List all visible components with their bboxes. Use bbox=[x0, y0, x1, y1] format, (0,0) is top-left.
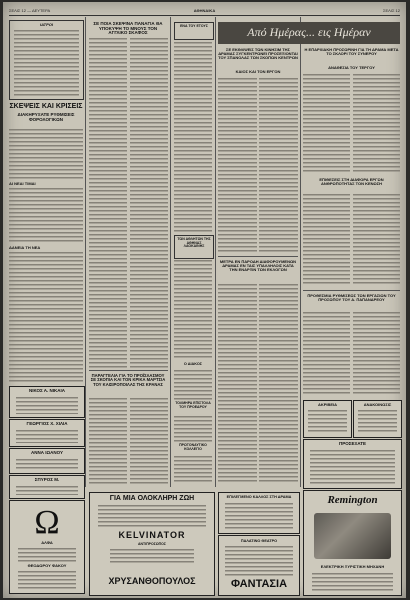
col3-text bbox=[174, 260, 212, 360]
col5-text-f bbox=[353, 312, 400, 396]
ad-nikos-title: ΝΙΚΟΣ Α. ΝΙΚΑΙΑ bbox=[28, 388, 66, 393]
column-rule bbox=[215, 17, 216, 487]
notice-announcement bbox=[353, 400, 402, 438]
ad-text bbox=[16, 430, 78, 443]
chrysanthopoulos-title: ΧΡΥΣΑΝΘΟΠΟΥΛΟΣ bbox=[108, 576, 196, 586]
col2-text-d bbox=[130, 398, 168, 484]
col5-text-d bbox=[353, 194, 400, 286]
column-rule bbox=[300, 17, 301, 487]
notice-attention-title: ΠΡΟΣΕΞΑΤΕ bbox=[339, 441, 366, 446]
omega-name: ΑΛΦΑ bbox=[41, 540, 53, 545]
hrule bbox=[303, 290, 400, 291]
col2-top-title: ΣΕ ΠΟΙΑ ΣΚΕΨΙΝΑ ΠΑΝΑΓΙΑ ΘΑ ΥΠΟΚΥΨΗ ΤΟ ΜΝΟΥΣ ΤΟΝ ΑΓΓΛΙΚΟ ΣΚΑΦΟΣ bbox=[93, 21, 163, 36]
ad-kelvinator bbox=[89, 492, 215, 596]
col1-text bbox=[9, 129, 83, 179]
col3-box-3-title: Ο ΔΙΑΚΟΣ bbox=[183, 362, 203, 366]
col3-text bbox=[174, 456, 212, 484]
col3-box-1 bbox=[174, 22, 214, 40]
col3-text bbox=[174, 42, 212, 232]
notice-accuracy-title: ΑΚΡΙΒΕΙΑ bbox=[317, 402, 338, 407]
col3-text bbox=[174, 370, 212, 400]
col4-top-title: ΣΕ ΕΚΘΛΙΨΕΙΣ ΤΩΝ ΚΙΝΗΣΙΜ ΤΗΣ ΔΡΑΜΑΣ ΣΥΓΚΕΝΤΡΩΝΕΙ ΠΡΟΣΕΞΙΟΝΤΑΙ ΤΟΥ ΣΠΑΝΟΛΑΣ ΤΩΝ ΣΚΟΠΩΝ ΚΕΝΤΡΩΝ bbox=[218, 47, 298, 61]
col3-box-4-title: ΤΟΛΜΗΡΑ ΕΠΙΣΤΟΛΑ ΤΟΥ ΠΡΟΕΔΡΟΥ bbox=[175, 401, 211, 409]
ad-remington bbox=[303, 490, 402, 596]
from-day-to-day-banner bbox=[218, 22, 400, 44]
col4-mid-title: ΜΕΤΡΑ ΕΝ ΠΑΡΟΔΗ ΔΙΑΦΟΡΟΥΜΕΝΩΝ ΔΡΑΜΑΣ ΕΝ ΤΑΙΣ ΥΠΑΛΛΗΛΟΙΣ ΚΑΤΑ ΤΗΝ ΕΝΑΡΞΙΝ ΤΩΝ ΕΚΛΟΓΩΝ bbox=[219, 259, 297, 273]
col5-text-e bbox=[303, 312, 350, 396]
remington-sub: ΕΛΕΚΤΡΙΚΗ ΞΥΡΙΣΤΙΚΗ ΜΗΧΑΝΗ bbox=[320, 564, 385, 569]
col5-low-title: ΠΡΟΘΕΣΜΙΑ ΡΥΘΜΙΣΕΩΣ ΤΩΝ ΕΡΓΑΣΙΩΝ ΤΟΥ ΠΡΟΣΩΠΟΥ ΤΟΥ Α. ΠΑΠΑΝΔΡΕΟΥ bbox=[307, 293, 396, 303]
ad-text bbox=[18, 548, 76, 562]
col5-mid-title: ΕΠΙΘΕΣΕΙΣ ΣΤΗ ΔΙΑΦΟΡΑ ΕΡΓΩΝ ΑΝΘΡΩΠΟΤΗΤΑΣ ΤΟΝ ΚΕΝΩΣΗ bbox=[319, 177, 384, 187]
ad-spyros-title: ΣΠΥΡΟΣ Μ. bbox=[34, 477, 60, 482]
notice-attention bbox=[303, 439, 402, 489]
col5-text-c bbox=[303, 194, 350, 286]
col4-text-b bbox=[259, 78, 298, 254]
ad-georgios bbox=[9, 419, 85, 447]
doctors-box-title: ΙΑΤΡΟΙ bbox=[40, 22, 53, 27]
ad-text bbox=[358, 410, 397, 434]
ad-text bbox=[225, 503, 293, 529]
ad-text bbox=[18, 571, 76, 589]
ad-text bbox=[98, 505, 206, 527]
ad-georgios-title: ΓΕΩΡΓΙΟΣ Χ. ΧΙΛΙΑ bbox=[26, 421, 68, 426]
col3-box-2-title: ΤΩΝ ΑΘΛΗΤΩΝ ΤΗΣ ΑΘΗΝΑΣ ΛΑΟΚΑΙΝΗΣ bbox=[177, 237, 211, 249]
ad-text bbox=[16, 486, 78, 495]
doctors-box-text bbox=[14, 30, 79, 96]
ad-text bbox=[16, 459, 78, 470]
col3-box-2 bbox=[174, 235, 214, 259]
omega-sub: ΘΕΟΔΩΡΟΥ ΦΑΚΟΥ bbox=[27, 563, 67, 568]
col4-text-c bbox=[218, 284, 257, 484]
hrule bbox=[89, 370, 168, 371]
col1-sub-title: ΔΙΑΚΗΡΥΞΑΤΕ ΡΥΘΜΙΣΕΙΣ ΦΟΡΟΛΟΓΙΚΩΝ bbox=[17, 112, 75, 122]
header-right: ΣΕΛΙΣ 12 bbox=[383, 8, 400, 13]
column-rule bbox=[85, 17, 86, 487]
col4-top-sub: ΚΑΙΟΣ ΚΑΙ ΤΟΝ ΕΡΓΟΝ bbox=[235, 69, 281, 74]
col5-top-sub: ΑΝΑΘΕΣΙΑ ΤΟΥ ΤΕΡΓΟΥ bbox=[328, 65, 375, 70]
col1-section-new-prices: ΑΙ ΝΕΑΙ ΤΙΜΑΙ bbox=[9, 181, 36, 186]
newspaper-page bbox=[3, 2, 406, 598]
ad-text bbox=[110, 549, 194, 563]
col1-main-title: ΣΚΕΨΕΙΣ ΚΑΙ ΚΡΙΣΕΙΣ bbox=[9, 103, 83, 110]
col4-text-d bbox=[259, 284, 298, 484]
ad-anna-title: ΑΝΝΑ ΙΩΑΝΟΥ bbox=[31, 450, 63, 455]
header-left: ΣΕΛΙΣ 12 — ΔΕΥΤΕΡΑ bbox=[9, 8, 51, 13]
notice-accuracy bbox=[303, 400, 352, 438]
shaver-photo bbox=[314, 513, 391, 559]
ad-beauty-title: ΕΠΙΛΕΓΜΕΝΟ ΚΑΛΛΟΣ ΣΤΗ ΔΡΑΜΑ bbox=[226, 495, 292, 499]
ad-text bbox=[225, 546, 293, 576]
hrule bbox=[218, 256, 298, 257]
fantasia-title: ΦΑΝΤΑΣΙΑ bbox=[230, 578, 288, 590]
ad-spyros bbox=[9, 475, 85, 499]
col2-text-c bbox=[89, 398, 127, 484]
ad-text bbox=[312, 573, 393, 591]
kelvinator-banner: ΓΙΑ ΜΙΑ ΟΛΟΚΛΗΡΗ ΖΩΗ bbox=[109, 495, 195, 502]
col1-text bbox=[9, 188, 83, 244]
col1-text bbox=[9, 252, 83, 382]
ad-omega bbox=[9, 500, 85, 594]
col1-section-loans: ΔΑΝΕΙΑ ΤΗ ΝΕΑ bbox=[9, 245, 41, 250]
header-center: ΑΘΗΝΑΙΚΑ bbox=[193, 8, 216, 13]
col3-box-1-title: ΕΝΑ ΤΟΥ ΕΤΟΥΣ bbox=[180, 24, 208, 28]
kelvinator-sub: ΑΝΤΙΠΡΟΣΩΠΟΣ bbox=[137, 542, 166, 546]
fantasia-top: ΠΑΛΑΤΙΝΟ ΘΕΑΤΡΟ bbox=[240, 539, 278, 543]
ad-text bbox=[16, 397, 78, 414]
col3-text bbox=[174, 416, 212, 442]
omega-logo: Ω bbox=[34, 504, 60, 541]
ad-text bbox=[310, 450, 395, 484]
from-day-to-day-title: Από Ημέρας... εις Ημέραν bbox=[247, 25, 371, 39]
kelvinator-logo: KELVINATOR bbox=[118, 530, 186, 540]
ad-beauty bbox=[218, 492, 300, 534]
ad-text bbox=[308, 410, 347, 434]
ad-fantasia bbox=[218, 535, 300, 596]
col3-box-5-title: ΠΡΩΤΟΝΑΥΤΙΚΟ ΚΟΛΛΕΓΙΟ bbox=[179, 443, 207, 451]
col5-text-a bbox=[303, 74, 350, 174]
col2-text-b bbox=[130, 38, 168, 368]
running-head bbox=[9, 8, 400, 16]
remington-logo: Remington bbox=[327, 494, 378, 506]
ad-nikos bbox=[9, 386, 85, 418]
doctors-box bbox=[9, 20, 84, 100]
col5-top-title: Η ΕΠΑΡΧΙΑΚΗ ΠΡΟΣΩΡΙΝΗ ΓΙΑ ΤΗ ΔΡΑΜΑ ΜΕΤΑ ΤΟ ΣΚΛΟΡΙ ΤΟΥ ΣΥΝΕΡΟΥ bbox=[304, 47, 399, 57]
col2-text-a bbox=[89, 38, 127, 368]
col5-text-b bbox=[353, 74, 400, 174]
notice-announcement-title: ΑΝΑΚΟΙΝΩΣΙΣ bbox=[363, 402, 392, 407]
ad-anna bbox=[9, 448, 85, 474]
column-rule bbox=[170, 17, 171, 487]
col4-text-a bbox=[218, 78, 257, 254]
col2-mid-title: ΠΑΡΑΓΓΕΛΙΑ ΓΙΑ ΤΟ ΠΡΟΪΣΛΑΣΜΟΥ ΣΕ ΣΚΟΠΙΑ ΚΑΙ ΤΟΝ ΚΡΙΚΑ ΜΑΡΤΣΙΑ ΤΟΥ ΚΑΙΣΙΡΟΠΟΙΛΑΣ ΤΗΣ ΚΡΑΝΑΣ bbox=[90, 373, 166, 387]
